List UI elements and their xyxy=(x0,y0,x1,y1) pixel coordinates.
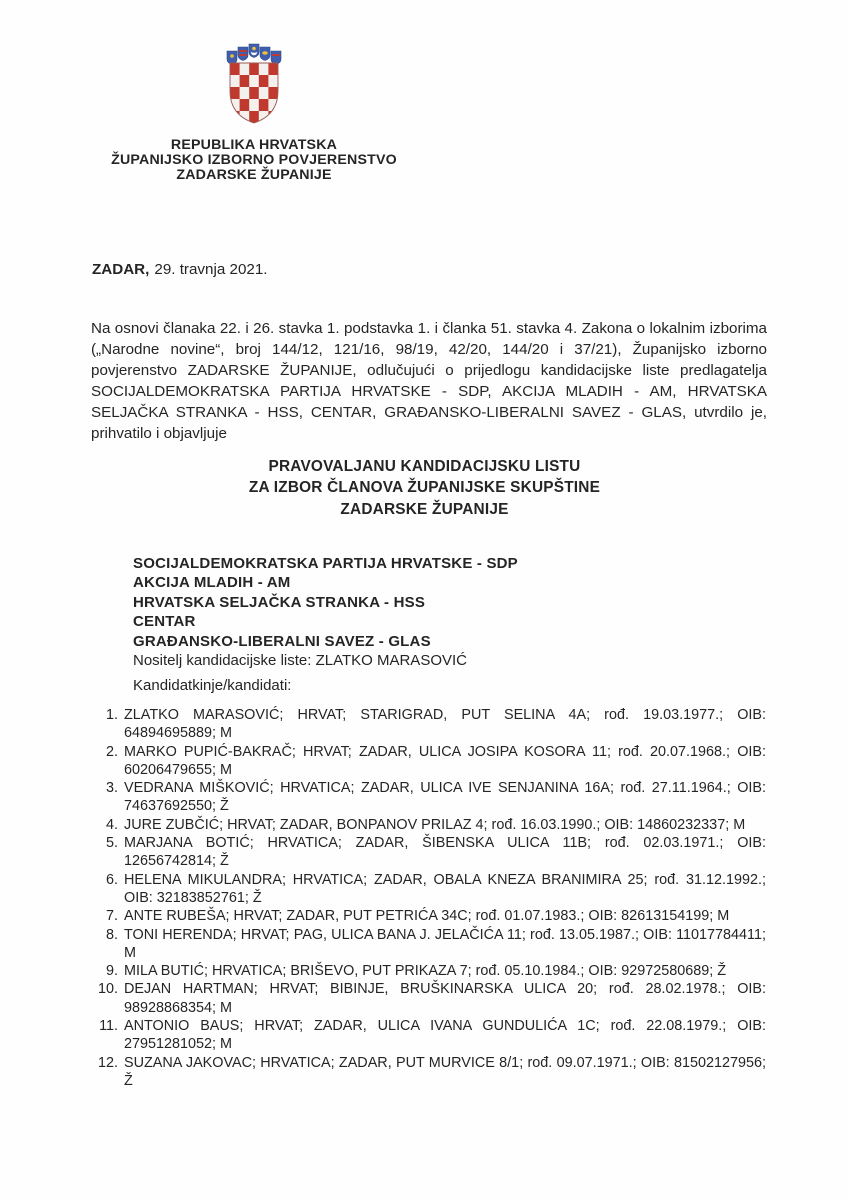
candidate-row xyxy=(96,962,766,980)
candidate-text: TONI HERENDA; HRVAT; PAG, ULICA BANA J. JELAČIĆA 11; rođ. 13.05.1987.; OIB: 11017784411; M xyxy=(124,926,766,961)
candidate-number: 8. xyxy=(105,926,118,943)
candidate-number: 5. xyxy=(105,835,118,852)
party-name: GRAĐANSKO-LIBERALNI SAVEZ - GLAS xyxy=(133,632,431,650)
candidate-number: 3. xyxy=(105,780,118,797)
candidate-text: MARKO PUPIĆ-BAKRAČ; HRVAT; ZADAR, ULICA JOSIPA KOSORA 11; rođ. 20.07.1968.; OIB: 60206479655; M xyxy=(124,743,766,778)
candidate-row xyxy=(96,834,766,871)
party-name: CENTAR xyxy=(133,613,196,631)
candidate-row xyxy=(96,871,766,908)
candidate-number: 10. xyxy=(97,981,118,998)
place-label: ZADAR, xyxy=(92,261,150,278)
party-name: SOCIJALDEMOKRATSKA PARTIJA HRVATSKE - SDP xyxy=(133,555,518,572)
list-holder-line: Nositelj kandidacijske liste: ZLATKO MARASOVIĆ xyxy=(133,652,467,670)
candidate-text: DEJAN HARTMAN; HRVAT; BIBINJE, BRUŠKINARSKA ULICA 20; rođ. 28.02.1978.; OIB: 98928868354; M xyxy=(124,981,766,1016)
candidate-row xyxy=(96,1054,766,1091)
header-line-country: REPUBLIKA HRVATSKA xyxy=(170,137,338,153)
title-line-1: PRAVOVALJANU KANDIDACIJSKU LISTU xyxy=(268,458,581,475)
party-list xyxy=(133,554,773,651)
candidate-text: HELENA MIKULANDRA; HRVATICA; ZADAR, OBALA KNEZA BRANIMIRA 25; rođ. 31.12.1992.; OIB: 32183852761; Ž xyxy=(124,871,766,906)
coalition-block xyxy=(133,554,773,670)
candidate-row xyxy=(96,779,766,816)
candidate-number: 9. xyxy=(105,963,118,980)
candidate-number: 1. xyxy=(105,707,118,723)
croatian-coat-of-arms-icon xyxy=(223,38,285,126)
candidate-list xyxy=(96,706,766,1090)
candidate-row xyxy=(96,980,766,1017)
candidate-text: MILA BUTIĆ; HRVATICA; BRIŠEVO, PUT PRIKAZA 7; rođ. 05.10.1984.; OIB: 92972580689; Ž xyxy=(124,963,727,980)
document-title xyxy=(0,456,849,520)
candidate-text: SUZANA JAKOVAC; HRVATICA; ZADAR, PUT MURVICE 8/1; rođ. 09.07.1971.; OIB: 81502127956; Ž xyxy=(124,1054,766,1089)
party-name: AKCIJA MLADIH - AM xyxy=(133,574,291,592)
candidate-text: ZLATKO MARASOVIĆ; HRVAT; STARIGRAD, PUT SELINA 4A; rođ. 19.03.1977.; OIB: 64894695889; M xyxy=(124,707,766,742)
candidate-number: 2. xyxy=(105,743,118,760)
candidate-text: MARJANA BOTIĆ; HRVATICA; ZADAR, ŠIBENSKA ULICA 11B; rođ. 02.03.1971.; OIB: 12656742814; Ž xyxy=(124,835,766,870)
candidate-text: ANTE RUBEŠA; HRVAT; ZADAR, PUT PETRIĆA 34C; rođ. 01.07.1983.; OIB: 82613154199; M xyxy=(124,908,730,925)
document-header xyxy=(88,38,420,184)
candidate-text: ANTONIO BAUS; HRVAT; ZADAR, ULICA IVANA GUNDULIĆA 1C; rođ. 22.08.1979.; OIB: 27951281052; M xyxy=(124,1018,766,1053)
issuing-authority xyxy=(88,138,420,184)
candidate-number: 11. xyxy=(99,1018,118,1035)
party-name: HRVATSKA SELJAČKA STRANKA - HSS xyxy=(133,593,426,611)
candidates-label: Kandidatkinje/kandidati: xyxy=(133,677,292,694)
header-line-county: ZADARSKE ŽUPANIJE xyxy=(176,167,332,184)
candidate-number: 6. xyxy=(105,871,118,888)
candidate-text: VEDRANA MIŠKOVIĆ; HRVATICA; ZADAR, ULICA IVE SENJANINA 16A; rođ. 27.11.1964.; OIB: 74637692550; Ž xyxy=(124,780,766,815)
candidate-number: 12. xyxy=(97,1054,118,1071)
candidate-row xyxy=(96,816,766,834)
title-line-3: ZADARSKE ŽUPANIJE xyxy=(340,500,509,518)
candidate-text: JURE ZUBČIĆ; HRVAT; ZADAR, BONPANOV PRILAZ 4; rođ. 16.03.1990.; OIB: 14860232337; M xyxy=(124,816,746,833)
candidate-row xyxy=(96,1017,766,1054)
date-value: 29. travnja 2021. xyxy=(154,261,268,278)
place-date-line xyxy=(92,261,268,278)
header-line-commission: ŽUPANIJSKO IZBORNO POVJERENSTVO xyxy=(111,152,397,169)
legal-basis-paragraph: Na osnovi članaka 22. i 26. stavka 1. podstavka 1. i članka 51. stavka 4. Zakona o lokalnim izborima („Narodne novine“, broj 144/12, 121/16, 98/19, 42/20, 144/20 i 37/21), Županijsko izborno povjerenstvo ZADARSKE ŽUPANIJE, odlučujući o prijedlogu kandidacijske liste predlagatelja SOCIJALDEMOKRATSKA PARTIJA HRVATSKE - SDP, AKCIJA MLADIH - AM, HRVATSKA SELJAČKA STRANKA - HSS, CENTAR, GRAĐANSKO-LIBERALNI SAVEZ - GLAS, utvrdilo je, prihvatilo i objavljuje xyxy=(91,320,767,442)
title-line-2: ZA IZBOR ČLANOVA ŽUPANIJSKE SKUPŠTINE xyxy=(248,479,601,497)
candidate-row xyxy=(96,743,766,780)
candidate-row xyxy=(96,907,766,925)
candidate-number: 4. xyxy=(105,816,118,833)
candidate-number: 7. xyxy=(105,908,118,925)
candidate-row xyxy=(96,706,766,743)
candidate-row xyxy=(96,926,766,963)
